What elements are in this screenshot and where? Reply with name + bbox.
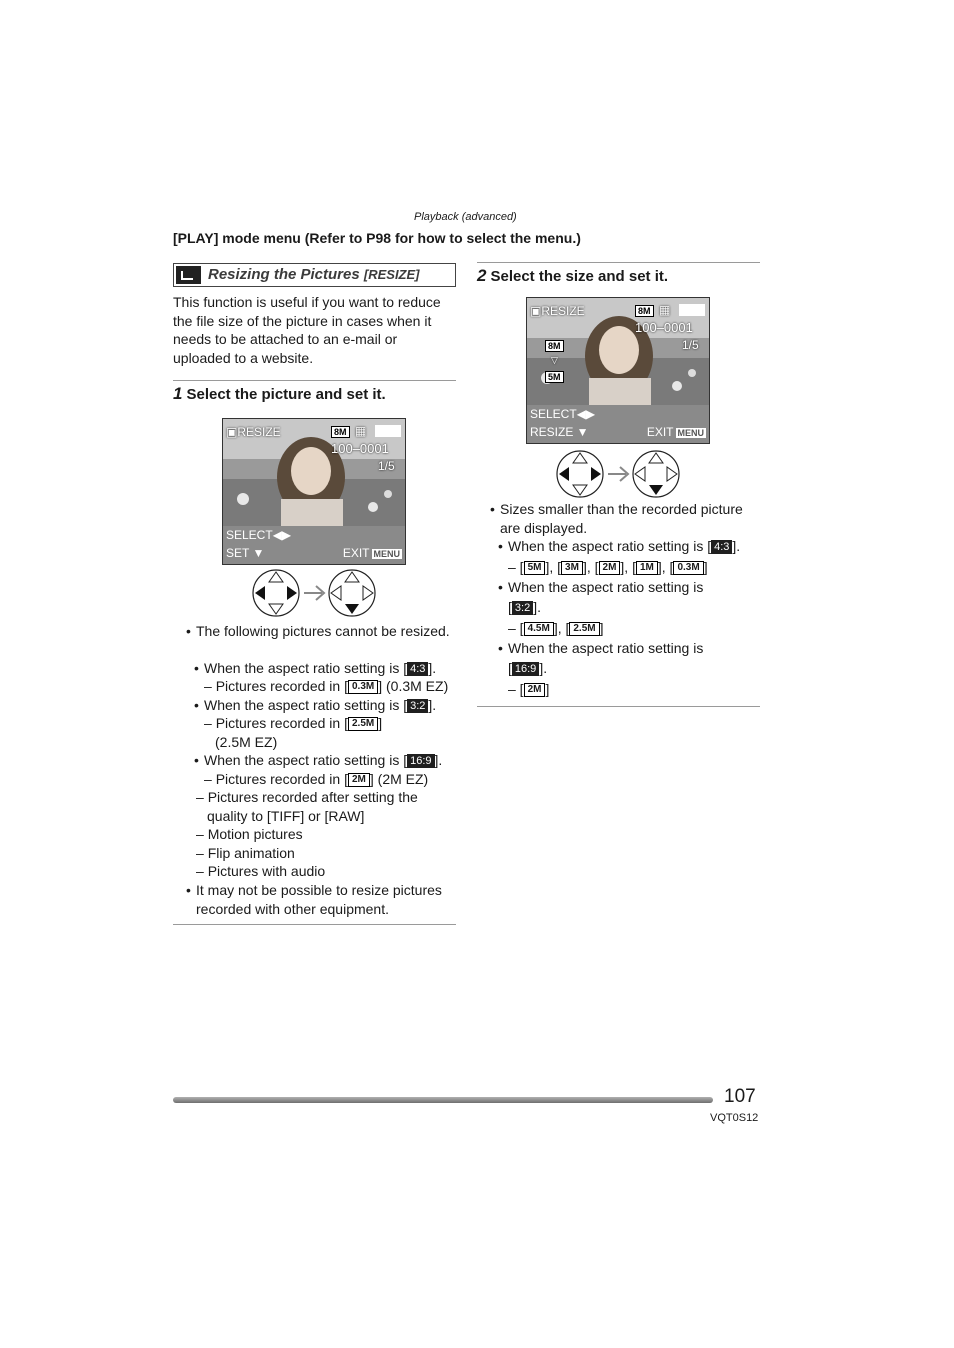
document-code: VQT0S12 bbox=[710, 1112, 759, 1124]
section-title: Resizing the Pictures [RESIZE] bbox=[208, 266, 420, 283]
page-number: 107 bbox=[724, 1086, 756, 1107]
resize-icon bbox=[176, 266, 201, 284]
note-recorded-2m: – Pictures recorded in [ 2M ] (2M EZ) bbox=[204, 771, 429, 787]
note-ar-4-3: • When the aspect ratio setting is [ 4:3 ]. bbox=[194, 660, 437, 676]
size-chip: 8M bbox=[331, 426, 350, 438]
battery-icon bbox=[679, 304, 705, 316]
arrow-down-icon: ▽ bbox=[551, 355, 558, 365]
footer-bar bbox=[173, 1097, 713, 1103]
file-number: 100–0001 bbox=[635, 320, 693, 335]
note-cannot-resize: • The following pictures cannot be resized. bbox=[186, 623, 450, 639]
size-to-chip: 5M bbox=[545, 371, 564, 383]
note-ar-3-2: • When the aspect ratio setting is bbox=[498, 579, 704, 595]
set-hint: SET ▼ bbox=[226, 546, 265, 560]
picture-count: 1/5 bbox=[682, 338, 699, 352]
resize-hint: RESIZE ▼ bbox=[530, 425, 589, 439]
exit-hint: EXIT MENU bbox=[646, 425, 704, 439]
note-sizes-3-2: – [ 4.5M ], [ 2.5M ] bbox=[508, 620, 604, 636]
mode-indicator: ▣RESIZE bbox=[530, 304, 585, 318]
screen-footer bbox=[223, 526, 405, 564]
note-ar-3-2-badge: [ 3:2 ]. bbox=[508, 599, 541, 615]
divider bbox=[477, 706, 760, 707]
menu-reference: [PLAY] mode menu (Refer to P98 for how to select the menu.) bbox=[173, 230, 581, 246]
controller-diagram-step2 bbox=[554, 449, 684, 499]
step-1-heading: 1 Select the picture and set it. bbox=[173, 384, 386, 403]
select-hint: SELECT◀▶ bbox=[226, 528, 292, 542]
note-flip: – Flip animation bbox=[196, 845, 295, 861]
note-recorded-2-5m: – Pictures recorded in [ 2.5M ] bbox=[204, 715, 383, 731]
controller-diagram-step1 bbox=[250, 568, 380, 618]
divider bbox=[173, 380, 456, 381]
note-sizes-smaller: • Sizes smaller than the recorded picture are displayed. bbox=[490, 501, 743, 536]
note-ar-16-9-badge: [ 16:9 ]. bbox=[508, 660, 548, 676]
note-ar-3-2: • When the aspect ratio setting is [ 3:2 ]. bbox=[194, 697, 437, 713]
note-recorded-0-3m: – Pictures recorded in [ 0.3M ] (0.3M EZ) bbox=[204, 678, 449, 694]
quality-icon: ▦ bbox=[355, 424, 367, 438]
section-label: Playback (advanced) bbox=[414, 211, 517, 223]
file-number: 100–0001 bbox=[331, 441, 389, 456]
size-from-chip: 8M bbox=[545, 340, 564, 352]
camera-screen-step2 bbox=[526, 297, 710, 444]
note-ar-4-3: • When the aspect ratio setting is [ 4:3 ]. bbox=[498, 538, 741, 554]
mode-indicator: ▣RESIZE bbox=[226, 425, 281, 439]
section-title-bar bbox=[173, 263, 456, 287]
note-audio: – Pictures with audio bbox=[196, 863, 326, 879]
note-tiff-raw: – Pictures recorded after setting the quality to [TIFF] or [RAW] bbox=[196, 789, 418, 824]
note-2-5m-ez: (2.5M EZ) bbox=[215, 734, 278, 750]
note-other-equipment: • It may not be possible to resize pictures recorded with other equipment. bbox=[186, 882, 442, 917]
note-motion: – Motion pictures bbox=[196, 826, 303, 842]
note-ar-16-9: • When the aspect ratio setting is bbox=[498, 640, 704, 656]
note-sizes-4-3: – [ 5M ], [ 3M ], [ 2M ], [ 1M ], [ 0.3M ] bbox=[508, 559, 708, 575]
picture-count: 1/5 bbox=[378, 459, 395, 473]
quality-icon: ▦ bbox=[659, 303, 671, 317]
battery-icon bbox=[375, 425, 401, 437]
size-chip: 8M bbox=[635, 305, 654, 317]
exit-hint: EXIT MENU bbox=[342, 546, 400, 560]
screen-footer bbox=[527, 405, 709, 443]
divider bbox=[477, 262, 760, 263]
select-hint: SELECT◀▶ bbox=[530, 407, 596, 421]
note-ar-16-9: • When the aspect ratio setting is [ 16:9 ]. bbox=[194, 752, 443, 768]
note-sizes-16-9: – [ 2M ] bbox=[508, 681, 550, 697]
intro-paragraph: This function is useful if you want to reduce the file size of the picture in cases when it needs to be attached to an e-mail or uploaded to a website. bbox=[173, 294, 441, 366]
step-2-heading: 2 Select the size and set it. bbox=[477, 266, 669, 285]
camera-screen-step1 bbox=[222, 418, 406, 565]
divider bbox=[173, 924, 456, 925]
